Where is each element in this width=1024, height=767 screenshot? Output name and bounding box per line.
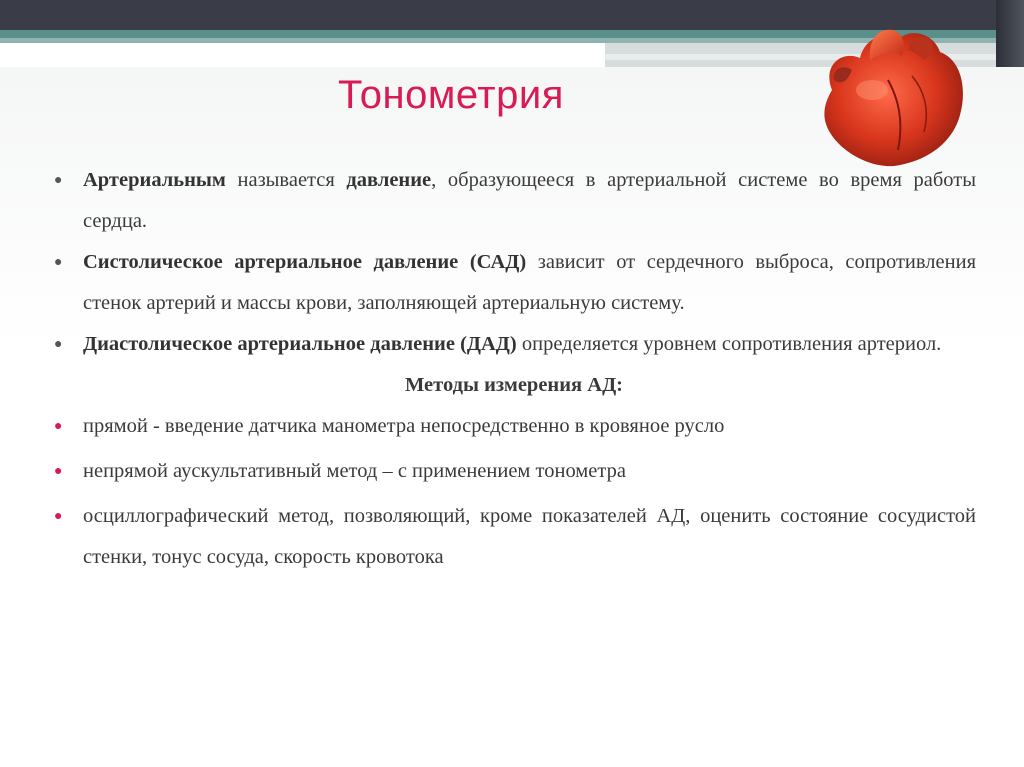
bullet-dot: ● [54,419,63,434]
method-direct [52,406,976,447]
bullet-dot: ● [54,255,63,270]
bullet-dot: ● [54,337,63,352]
heart-image [812,20,972,170]
slide-content [52,160,976,578]
bullet-dot: ● [54,509,63,524]
method-text: осциллографический метод, позволяющий, кроме показателей АД, оценить состояние сосудистой стенки, тонус сосуда, скорость кровотока [83,505,976,568]
method-oscillographic [52,496,976,578]
method-text: непрямой аускультативный метод – с применением тонометра [83,460,626,482]
term-diastolic: Диастолическое артериальное давление (ДАД) [83,333,517,355]
text-fragment: определяется уровнем сопротивления артериол. [516,333,942,355]
term-arterial: Артериальным [83,169,226,191]
header-band-white [0,43,605,67]
method-auscultatory [52,451,976,492]
term-pressure: давление [346,169,432,191]
bullet-diastolic [52,324,976,365]
bullet-dot: ● [54,173,63,188]
bullet-arterial [52,160,976,242]
slide-title: Тонометрия [338,73,564,117]
methods-heading: Методы измерения АД: [404,374,624,396]
bullet-systolic [52,242,976,324]
text-fragment: , образующееся в артериальной системе во время работы сердца. [83,169,976,232]
text-fragment: называется [225,169,347,191]
bullet-dot: ● [54,464,63,479]
method-text: прямой - введение датчика манометра непосредственно в кровяное русло [83,415,725,437]
text-fragment: зависит от сердечного выброса, сопротивления стенок артерий и массы крови, заполняющей артериальную систему. [83,251,976,314]
header-corner [996,0,1024,67]
term-systolic: Систолическое артериальное давление (САД) [83,251,527,273]
